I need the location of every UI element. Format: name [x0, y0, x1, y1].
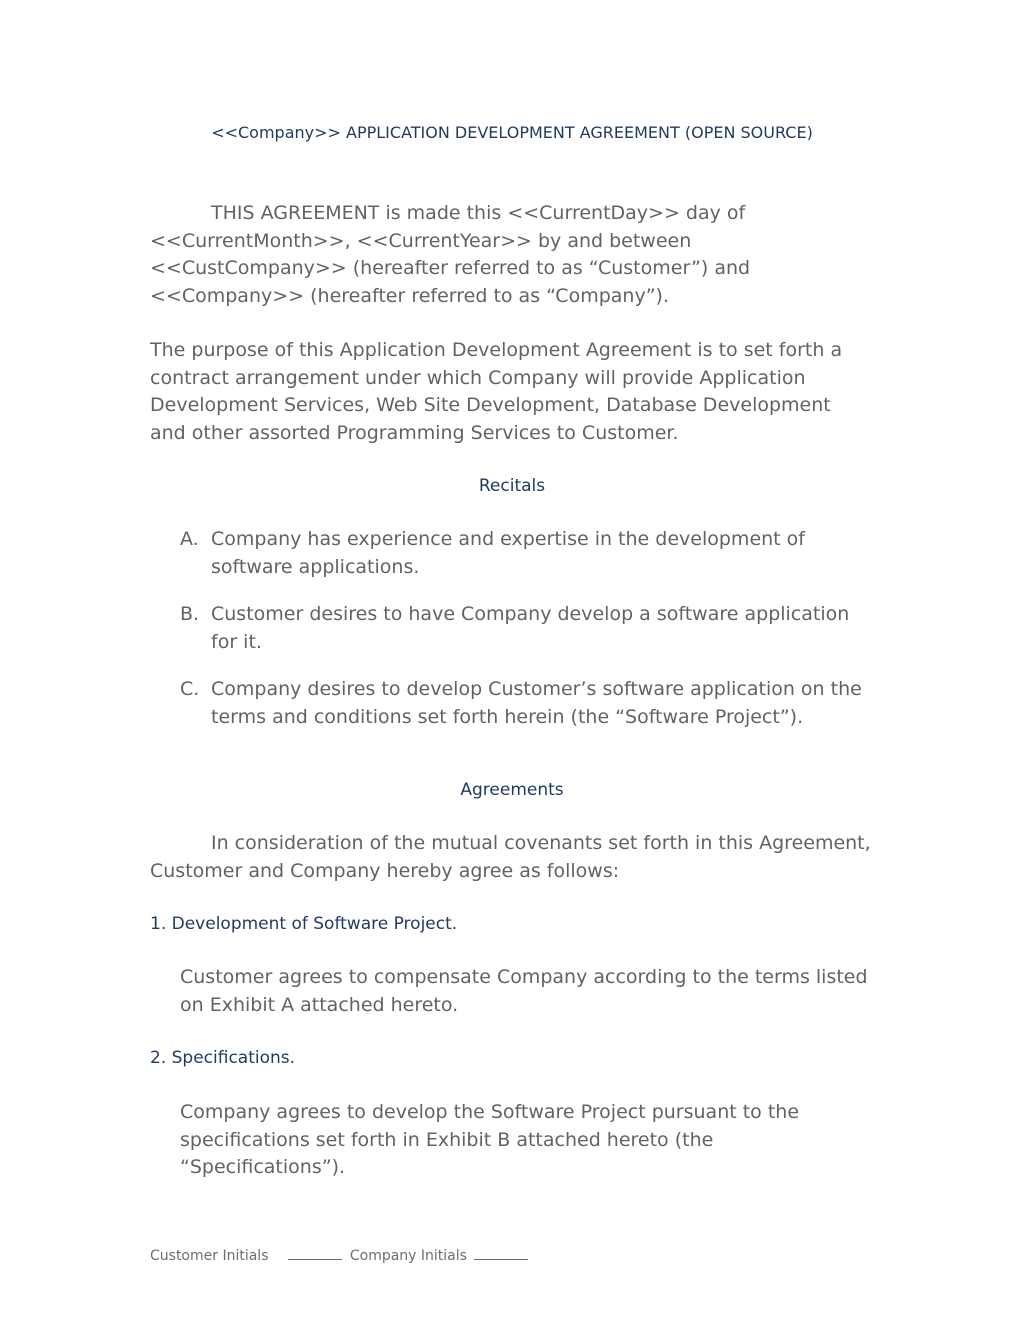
agreements-intro-paragraph: In consideration of the mutual covenants set forth in this Agreement, Customer and Company hereby agree as follows:	[150, 832, 871, 882]
recital-letter: B.	[180, 603, 200, 625]
recital-letter: A.	[180, 528, 199, 550]
company-initials-blank[interactable]	[474, 1245, 528, 1260]
recital-text: Company desires to develop Customer’s software application on the terms and conditions set forth herein (the “Software Project”).	[211, 678, 862, 728]
intro-paragraph: THIS AGREEMENT is made this <<CurrentDay>> day of <<CurrentMonth>>, <<CurrentYear>> by and between <<CustCompany>> (hereafter referred to as “Customer”) and <<Company>> (hereafter referred to as “Company”).	[150, 202, 751, 307]
clause-text-specifications: Company agrees to develop the Software Project pursuant to the specifications set forth in Exhibit B attached hereto (the “Specifications”).	[180, 1101, 800, 1178]
recital-item-a	[180, 526, 872, 581]
recital-text: Customer desires to have Company develop a software application for it.	[211, 603, 850, 653]
recital-letter: C.	[180, 678, 200, 700]
company-initials-label: Company Initials	[349, 1248, 467, 1264]
customer-initials-label: Customer Initials	[150, 1248, 269, 1264]
recital-item-b	[180, 601, 872, 656]
recitals-heading: Recitals	[478, 476, 546, 496]
recital-text: Company has experience and expertise in the development of software applications.	[211, 528, 805, 578]
customer-initials-blank[interactable]	[288, 1245, 342, 1260]
agreements-heading: Agreements	[460, 780, 564, 800]
recital-item-c	[180, 676, 872, 731]
document-title: <<Company>> APPLICATION DEVELOPMENT AGREEMENT (OPEN SOURCE)	[211, 123, 813, 142]
initials-footer	[150, 1245, 531, 1266]
clause-heading-specifications: 2. Specifications.	[150, 1048, 296, 1068]
clause-heading-development: 1. Development of Software Project.	[150, 914, 458, 934]
clause-text-development: Customer agrees to compensate Company according to the terms listed on Exhibit A attached hereto.	[180, 966, 868, 1016]
purpose-paragraph: The purpose of this Application Development Agreement is to set forth a contract arrangement under which Company will provide Application Development Services, Web Site Development, Database Development and other assorted Programming Services to Customer.	[150, 339, 843, 444]
